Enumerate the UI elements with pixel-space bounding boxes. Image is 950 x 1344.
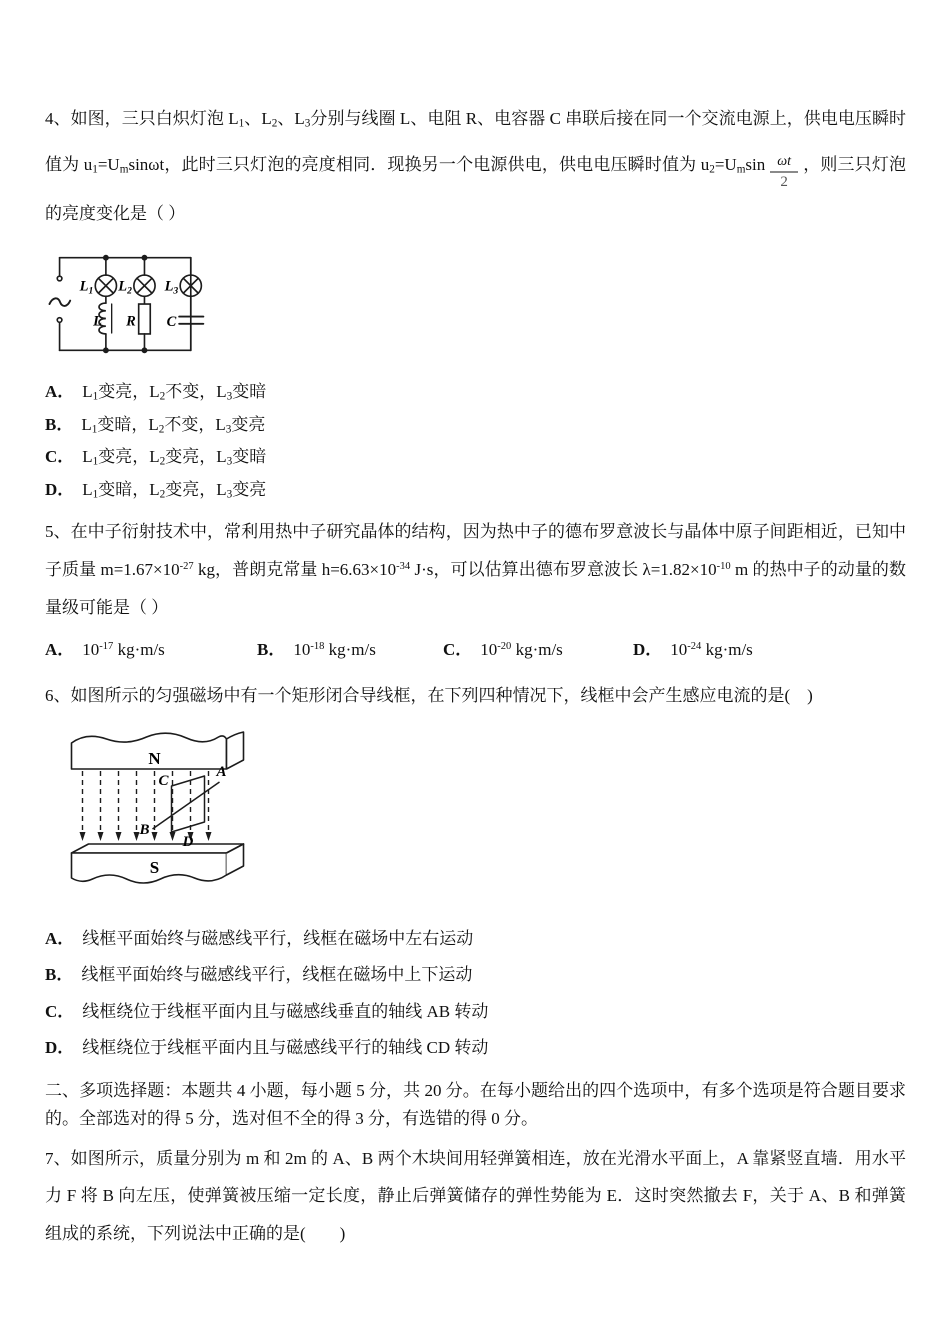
question-5 xyxy=(45,513,906,668)
question-4 xyxy=(45,96,906,507)
option-text: 线框绕位于线框平面内且与磁感线平行的轴线 CD 转动 xyxy=(82,1038,489,1058)
magnet-field-diagram xyxy=(55,722,293,902)
option-label: C． xyxy=(443,640,473,660)
q4-fraction xyxy=(770,154,798,191)
option-label: D． xyxy=(633,640,663,660)
option-row xyxy=(45,376,906,409)
q4-fraction-denominator: 2 xyxy=(780,173,788,190)
inductor-label: L xyxy=(93,313,103,330)
corner-d-label: D xyxy=(182,833,194,850)
option-text: 线框平面始终与磁感线平行，线框在磁场中上下运动 xyxy=(81,965,473,985)
q4-fraction-numerator: ωt xyxy=(770,154,798,173)
question-4-text xyxy=(45,96,906,237)
capacitor-label: C xyxy=(166,314,177,331)
question-6-text: 6、如图所示的匀强磁场中有一个矩形闭合导线框，在下列四种情况下，线框中会产生感应电流的是( ) xyxy=(45,686,813,706)
option-text: $10^{-18}$ kg·m/s xyxy=(293,640,376,660)
option-text: 线框平面始终与磁感线平行，线框在磁场中左右运动 xyxy=(82,928,474,948)
section-2-heading: 二、多项选择题：本题共 4 小题，每小题 5 分，共 20 分。在每小题给出的四个选项中，有多个选项是符合题目要求的。全部选对的得 5 分，选对但不全的得 3 分，有选错的得 0 分。 xyxy=(45,1080,906,1129)
option-row xyxy=(45,474,906,507)
option-row xyxy=(45,921,906,958)
option-row xyxy=(633,633,753,667)
option-text: $L_1$变亮，$L_2$不变，$L_3$变暗 xyxy=(82,382,267,403)
circuit-diagram xyxy=(48,247,212,363)
question-5-text: 5、在中子衍射技术中，常利用热中子研究晶体的结构，因为热中子的德布罗意波长与晶体中原子间距相近，已知中子质量 $m=1.67\times 10^{-27}$ kg，普朗克常量 $h=6.63\times 10^{-34}$ J·s，可以估算出德布罗意波长 $\lambda=1.82\times 10^{-10}$ m 的热中子的动量的数量级可能是（ ） xyxy=(45,521,906,618)
resistor-icon xyxy=(139,304,151,334)
circuit-figure xyxy=(48,247,906,368)
corner-b-label: B xyxy=(139,821,150,838)
option-row xyxy=(45,409,906,442)
option-row xyxy=(443,633,633,667)
option-text: 线框绕位于线框平面内且与磁感线垂直的轴线 AB 转动 xyxy=(82,1001,489,1021)
option-label: A． xyxy=(45,928,75,948)
q4-text-before-formula: 4、如图，三只白炽灯泡 $L_1$、$L_2$、$L_3$分别与线圈 L、电阻 R、电容器 C 串联后接在同一个交流电源上，供电电压瞬时值为 $u_1=U_m\sin\omega t$，此时三只灯泡的亮度相同．现换另一个电源供电，供电电压瞬时值为 $u_2=U_m\sin$ xyxy=(45,109,906,176)
option-label: B． xyxy=(257,640,286,660)
question-7 xyxy=(45,1140,906,1252)
resistor-label: R xyxy=(126,313,136,330)
option-label: C． xyxy=(45,447,75,467)
north-pole-label: N xyxy=(148,748,161,768)
option-text: $10^{-17}$ kg·m/s xyxy=(82,640,165,660)
question-6-options xyxy=(45,921,906,1067)
lamp2-label: $L_2$ xyxy=(118,278,132,297)
option-text: $L_1$变亮，$L_2$变亮，$L_3$变暗 xyxy=(82,447,267,468)
lamp1-label: $L_1$ xyxy=(79,278,94,297)
option-label: B． xyxy=(45,965,74,985)
question-6 xyxy=(45,677,906,1066)
option-row xyxy=(45,994,906,1031)
option-text: $10^{-20}$ kg·m/s xyxy=(480,640,563,660)
option-row xyxy=(45,633,257,667)
option-label: A． xyxy=(45,382,75,402)
question-7-text: 7、如图所示，质量分别为 m 和 2m 的 A、B 两个木块间用轻弹簧相连，放在光滑水平面上，A 靠紧竖直墙．用水平力 F 将 B 向左压，使弹簧被压缩一定长度，静止后弹簧储存的弹性势能为 E．这时突然撤去 F，关于 A、B 和弹簧组成的系统，下列说法中正确的是( ) xyxy=(45,1148,906,1243)
option-row xyxy=(45,441,906,474)
lamp2-icon xyxy=(134,275,155,296)
option-label: B． xyxy=(45,414,74,434)
question-5-options xyxy=(45,633,906,667)
option-label: C． xyxy=(45,1001,75,1021)
option-label: D． xyxy=(45,1038,75,1058)
q4-text-after-formula: ，则三只灯泡的亮度变化是（ ） xyxy=(45,154,907,224)
option-row xyxy=(45,957,906,994)
lamp1-icon xyxy=(95,275,116,296)
option-text: $10^{-24}$ kg·m/s xyxy=(670,640,753,660)
option-label: D． xyxy=(45,479,75,499)
question-4-options xyxy=(45,376,906,507)
ac-source-icon xyxy=(49,298,70,306)
corner-a-label: A xyxy=(216,763,227,780)
corner-c-label: C xyxy=(158,772,169,789)
source-terminal-top xyxy=(57,276,62,281)
option-row xyxy=(257,633,443,667)
option-text: $L_1$变暗，$L_2$变亮，$L_3$变亮 xyxy=(82,479,267,501)
south-pole-label: S xyxy=(149,857,160,877)
option-row xyxy=(45,1030,906,1067)
option-label: A． xyxy=(45,640,75,660)
lamp3-label: $L_3$ xyxy=(164,278,179,297)
magnet-figure xyxy=(55,722,906,907)
option-text: $L_1$变暗，$L_2$不变，$L_3$变亮 xyxy=(81,414,266,436)
source-terminal-bottom xyxy=(57,318,62,323)
